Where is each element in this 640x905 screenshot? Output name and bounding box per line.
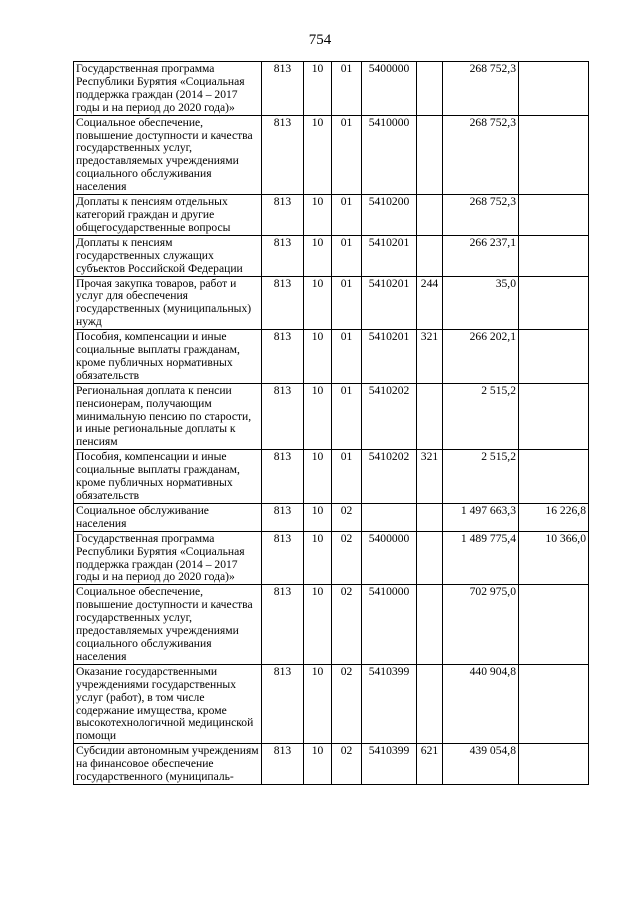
amount-secondary bbox=[519, 62, 589, 116]
budget-table bbox=[73, 61, 589, 785]
subsection-code: 02 bbox=[332, 585, 362, 664]
expense-type: 244 bbox=[417, 276, 443, 330]
table-row bbox=[74, 383, 589, 450]
subsection-code: 02 bbox=[332, 503, 362, 531]
expense-type bbox=[417, 585, 443, 664]
expense-type: 321 bbox=[417, 330, 443, 384]
target-article: 5410399 bbox=[362, 664, 417, 743]
expense-type bbox=[417, 383, 443, 450]
row-name: Социальное обеспечение, повышение доступности и качества государственных услуг, предоставляемых учреждениями социального обслуживания населения bbox=[74, 115, 262, 194]
table-row bbox=[74, 503, 589, 531]
amount-secondary bbox=[519, 744, 589, 785]
expense-type bbox=[417, 531, 443, 585]
expense-type bbox=[417, 664, 443, 743]
amount: 1 489 775,4 bbox=[443, 531, 519, 585]
table-row bbox=[74, 62, 589, 116]
amount-secondary bbox=[519, 664, 589, 743]
expense-type bbox=[417, 235, 443, 276]
target-article: 5410201 bbox=[362, 330, 417, 384]
expense-type bbox=[417, 195, 443, 236]
ministry-code: 813 bbox=[262, 115, 304, 194]
row-name: Региональная доплата к пенсии пенсионерам, получающим минимальную пенсию по старости, и иные региональные доплаты к пенсиям bbox=[74, 383, 262, 450]
target-article: 5410399 bbox=[362, 744, 417, 785]
row-name: Государственная программа Республики Бурятия «Социальная поддержка граждан (2014 – 2017 годы и на период до 2020 года)» bbox=[74, 531, 262, 585]
subsection-code: 02 bbox=[332, 664, 362, 743]
subsection-code: 01 bbox=[332, 235, 362, 276]
ministry-code: 813 bbox=[262, 450, 304, 504]
table-row bbox=[74, 450, 589, 504]
table-row bbox=[74, 115, 589, 194]
amount: 266 237,1 bbox=[443, 235, 519, 276]
expense-type: 621 bbox=[417, 744, 443, 785]
amount: 702 975,0 bbox=[443, 585, 519, 664]
section-code: 10 bbox=[304, 276, 332, 330]
row-name: Доплаты к пенсиям государственных служащих субъектов Российской Федерации bbox=[74, 235, 262, 276]
row-name: Государственная программа Республики Бурятия «Социальная поддержка граждан (2014 – 2017 годы и на период до 2020 года)» bbox=[74, 62, 262, 116]
ministry-code: 813 bbox=[262, 276, 304, 330]
amount: 1 497 663,3 bbox=[443, 503, 519, 531]
table-row bbox=[74, 585, 589, 664]
expense-type bbox=[417, 503, 443, 531]
section-code: 10 bbox=[304, 585, 332, 664]
target-article: 5410000 bbox=[362, 585, 417, 664]
section-code: 10 bbox=[304, 330, 332, 384]
subsection-code: 01 bbox=[332, 383, 362, 450]
section-code: 10 bbox=[304, 235, 332, 276]
target-article: 5410201 bbox=[362, 276, 417, 330]
row-name: Оказание государственными учреждениями государственных услуг (работ), в том числе содержание имущества, кроме высокотехнологичной медицинской помощи bbox=[74, 664, 262, 743]
amount: 266 202,1 bbox=[443, 330, 519, 384]
target-article: 5410201 bbox=[362, 235, 417, 276]
amount-secondary bbox=[519, 195, 589, 236]
expense-type bbox=[417, 62, 443, 116]
row-name: Субсидии автономным учреждениям на финансовое обеспечение государственного (муниципаль- bbox=[74, 744, 262, 785]
row-name: Социальное обеспечение, повышение доступности и качества государственных услуг, предоставляемых учреждениями социального обслуживания населения bbox=[74, 585, 262, 664]
amount: 2 515,2 bbox=[443, 450, 519, 504]
table-row bbox=[74, 235, 589, 276]
expense-type: 321 bbox=[417, 450, 443, 504]
amount-secondary bbox=[519, 235, 589, 276]
subsection-code: 01 bbox=[332, 330, 362, 384]
ministry-code: 813 bbox=[262, 585, 304, 664]
amount: 2 515,2 bbox=[443, 383, 519, 450]
section-code: 10 bbox=[304, 664, 332, 743]
amount-secondary bbox=[519, 115, 589, 194]
amount-secondary: 16 226,8 bbox=[519, 503, 589, 531]
table-row bbox=[74, 330, 589, 384]
ministry-code: 813 bbox=[262, 62, 304, 116]
ministry-code: 813 bbox=[262, 744, 304, 785]
section-code: 10 bbox=[304, 195, 332, 236]
table-row bbox=[74, 195, 589, 236]
ministry-code: 813 bbox=[262, 195, 304, 236]
amount: 268 752,3 bbox=[443, 115, 519, 194]
section-code: 10 bbox=[304, 383, 332, 450]
amount-secondary: 10 366,0 bbox=[519, 531, 589, 585]
section-code: 10 bbox=[304, 115, 332, 194]
target-article: 5400000 bbox=[362, 531, 417, 585]
section-code: 10 bbox=[304, 450, 332, 504]
ministry-code: 813 bbox=[262, 235, 304, 276]
subsection-code: 02 bbox=[332, 744, 362, 785]
ministry-code: 813 bbox=[262, 531, 304, 585]
ministry-code: 813 bbox=[262, 503, 304, 531]
target-article: 5410000 bbox=[362, 115, 417, 194]
ministry-code: 813 bbox=[262, 664, 304, 743]
amount-secondary bbox=[519, 450, 589, 504]
subsection-code: 01 bbox=[332, 115, 362, 194]
ministry-code: 813 bbox=[262, 330, 304, 384]
amount: 440 904,8 bbox=[443, 664, 519, 743]
subsection-code: 01 bbox=[332, 62, 362, 116]
ministry-code: 813 bbox=[262, 383, 304, 450]
row-name: Пособия, компенсации и иные социальные выплаты гражданам, кроме публичных нормативных обязательств bbox=[74, 330, 262, 384]
target-article bbox=[362, 503, 417, 531]
section-code: 10 bbox=[304, 531, 332, 585]
amount-secondary bbox=[519, 330, 589, 384]
table-row bbox=[74, 276, 589, 330]
row-name: Доплаты к пенсиям отдельных категорий граждан и другие общегосударственные вопросы bbox=[74, 195, 262, 236]
amount-secondary bbox=[519, 276, 589, 330]
subsection-code: 01 bbox=[332, 450, 362, 504]
amount-secondary bbox=[519, 383, 589, 450]
table-row bbox=[74, 664, 589, 743]
section-code: 10 bbox=[304, 503, 332, 531]
target-article: 5410200 bbox=[362, 195, 417, 236]
table-row bbox=[74, 531, 589, 585]
section-code: 10 bbox=[304, 744, 332, 785]
target-article: 5410202 bbox=[362, 450, 417, 504]
amount: 268 752,3 bbox=[443, 62, 519, 116]
row-name: Социальное обслуживание населения bbox=[74, 503, 262, 531]
subsection-code: 01 bbox=[332, 276, 362, 330]
amount: 268 752,3 bbox=[443, 195, 519, 236]
expense-type bbox=[417, 115, 443, 194]
table-row bbox=[74, 744, 589, 785]
row-name: Прочая закупка товаров, работ и услуг для обеспечения государственных (муниципальных) нужд bbox=[74, 276, 262, 330]
page-number: 754 bbox=[308, 32, 332, 48]
section-code: 10 bbox=[304, 62, 332, 116]
amount-secondary bbox=[519, 585, 589, 664]
row-name: Пособия, компенсации и иные социальные выплаты гражданам, кроме публичных нормативных обязательств bbox=[74, 450, 262, 504]
amount: 439 054,8 bbox=[443, 744, 519, 785]
subsection-code: 02 bbox=[332, 531, 362, 585]
target-article: 5400000 bbox=[362, 62, 417, 116]
amount: 35,0 bbox=[443, 276, 519, 330]
target-article: 5410202 bbox=[362, 383, 417, 450]
subsection-code: 01 bbox=[332, 195, 362, 236]
